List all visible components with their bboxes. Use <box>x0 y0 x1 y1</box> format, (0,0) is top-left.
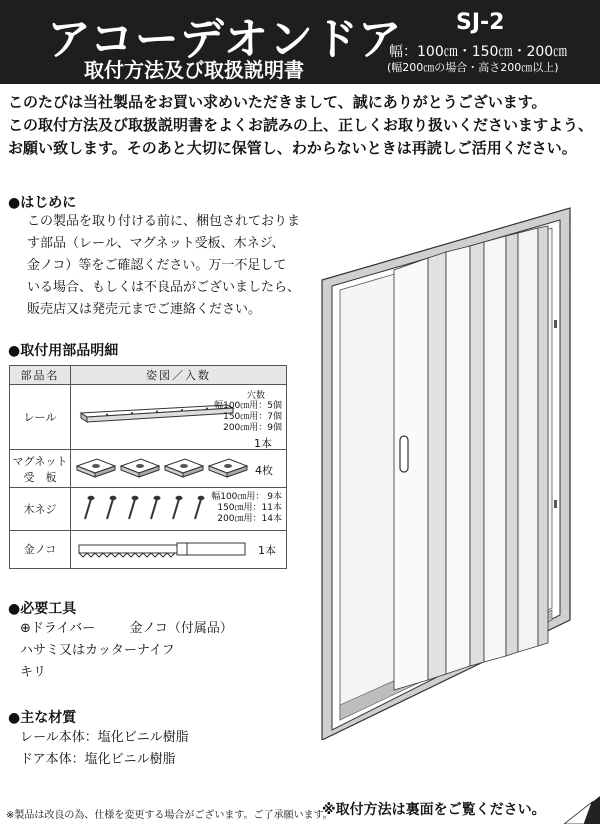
section-heading-parts: ●取付用部品明細 <box>8 343 119 359</box>
material-door: ドア本体：塩化ビニル樹脂 <box>20 752 176 767</box>
intro-line: お願い致します。そのあと大切に保管し、わからないときは再読しご活用ください。 <box>8 139 577 157</box>
footer-see-reverse: ※取付方法は裏面をご覧ください。 <box>322 802 546 818</box>
rail-count: 1本 <box>254 437 272 451</box>
introduction-line: この製品を取り付ける前に、梱包されておりま <box>27 214 301 229</box>
rail-holes-200: 200㎝用：9個 <box>223 423 282 434</box>
rail-holes-list <box>214 401 282 434</box>
page-corner-fold <box>564 796 600 824</box>
intro-line: このたびは当社製品をお買い求めいただきまして、誠にありがとうございます。 <box>8 93 547 111</box>
tool-hacksaw: 金ノコ（付属品） <box>129 621 233 636</box>
part-name-wood-screw: 木ネジ <box>10 488 71 530</box>
magnet-plate-illustration <box>75 454 255 484</box>
tool-awl: キリ <box>20 665 47 680</box>
document-subtitle: 取付方法及び取扱説明書 <box>84 58 304 82</box>
rail-holes-150: 150㎝用：7個 <box>223 412 282 423</box>
model-number: SJ-2 <box>456 10 505 35</box>
introduction-line: 金ノコ）等をご確認ください。万一不足して <box>27 258 287 273</box>
document-title: アコーデオンドア <box>47 14 403 65</box>
screw-count-150: 150㎝用：11本 <box>217 503 282 514</box>
wood-screw-counts <box>211 492 282 525</box>
column-header-part-name: 部品名 <box>10 366 71 385</box>
header-banner <box>0 0 600 84</box>
rail-illustration <box>77 399 237 427</box>
introduction-line: す部品（レール、マグネット受板、木ネジ、 <box>27 236 285 251</box>
materials-list <box>20 727 189 771</box>
rail-holes-title: 穴数 <box>247 391 266 402</box>
introduction-body <box>27 211 300 321</box>
column-header-figure-quantity: 姿図／入数 <box>71 366 287 385</box>
table-row-wood-screw <box>10 488 287 530</box>
section-heading-materials: ●主な材質 <box>8 710 77 726</box>
introduction-line: 販売店又は発売元までご連絡ください。 <box>27 302 262 317</box>
intro-paragraph <box>8 91 598 160</box>
tool-scissors-cutter: ハサミ又はカッターナイフ <box>20 643 175 658</box>
hacksaw-illustration <box>77 540 249 560</box>
magnet-name-line1: マグネット <box>12 454 68 468</box>
footer-disclaimer: ※製品は改良の為、仕様を変更する場合がございます。ご了承願います。 <box>6 810 333 821</box>
screw-count-100: 幅100㎝用： 9本 <box>211 492 282 503</box>
section-heading-tools: ●必要工具 <box>8 601 77 617</box>
part-name-hacksaw: 金ノコ <box>10 530 71 568</box>
accordion-door-illustration <box>308 200 600 740</box>
table-row-magnet-plate <box>10 449 287 487</box>
tools-list <box>20 618 233 684</box>
part-name-rail: レール <box>10 385 71 450</box>
table-row-hacksaw <box>10 530 287 568</box>
width-note: (幅200㎝の場合・高さ200㎝以上) <box>387 61 559 74</box>
magnet-plate-count: 4枚 <box>255 463 273 477</box>
parts-table <box>9 365 287 569</box>
part-name-magnet-plate <box>10 449 71 487</box>
tool-screwdriver: ⊕ドライバー <box>20 621 96 636</box>
magnet-name-line2: 受 板 <box>23 470 57 484</box>
tools-row <box>20 618 233 640</box>
rail-holes-100: 幅100㎝用：5個 <box>214 401 282 412</box>
intro-line: この取付方法及び取扱説明書をよくお読みの上、正しくお取り扱いくださいますよう、 <box>8 116 594 134</box>
table-row-rail <box>10 385 287 450</box>
wood-screw-illustration <box>77 494 209 522</box>
width-sizes: 幅：100㎝・150㎝・200㎝ <box>389 44 568 60</box>
section-heading-introduction: ●はじめに <box>8 195 77 211</box>
material-rail: レール本体：塩化ビニル樹脂 <box>20 730 189 745</box>
introduction-line: いる場合、もしくは不良品がございましたら、 <box>27 280 301 295</box>
screw-count-200: 200㎝用：14本 <box>217 514 282 525</box>
hacksaw-count: 1本 <box>258 543 276 557</box>
